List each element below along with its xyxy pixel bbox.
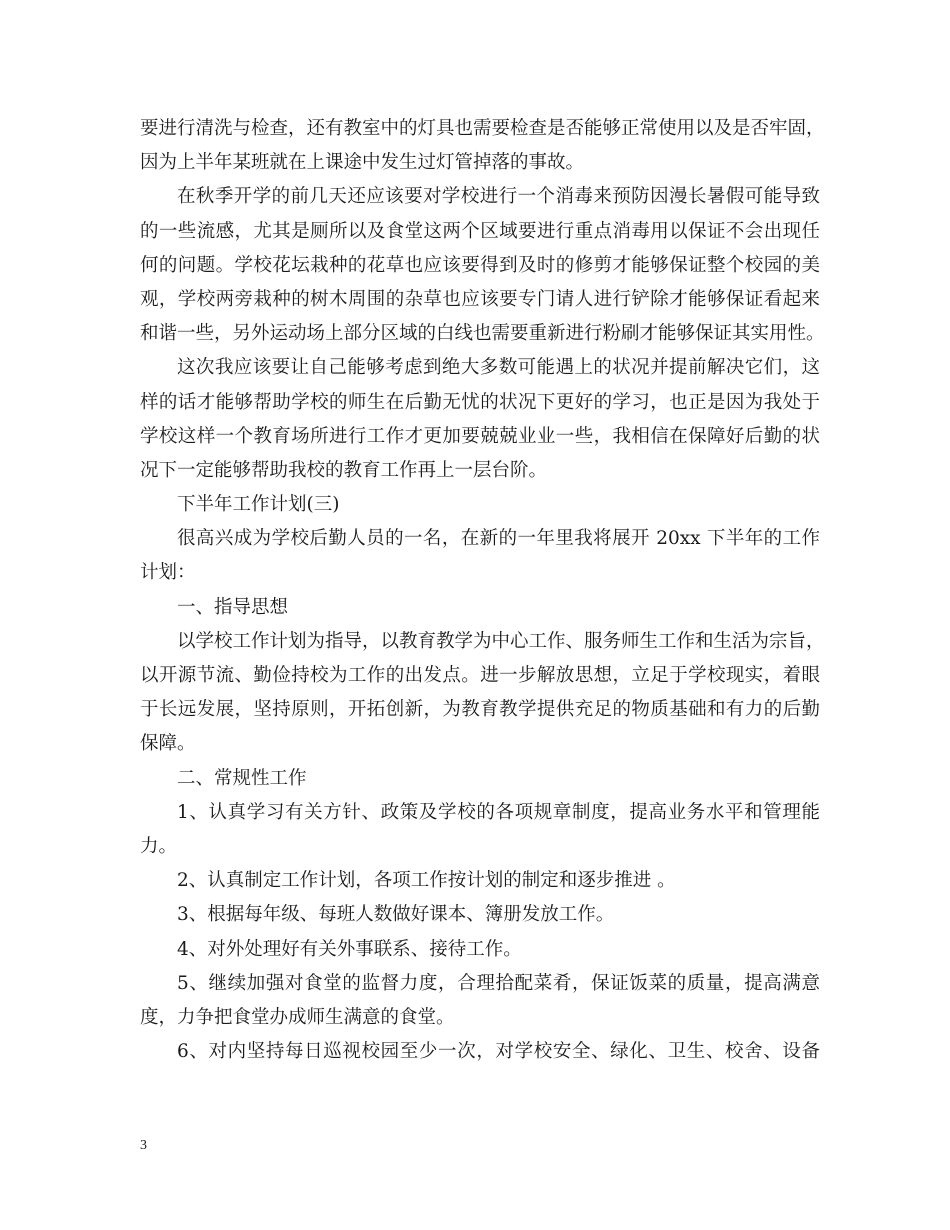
text-line: 因为上半年某班就在上课途中发生过灯管掉落的事故。 xyxy=(140,152,585,174)
list-item: 6、对内坚持每日巡视校园至少一次，对学校安全、绿化、卫生、校舍、设备 xyxy=(177,1041,820,1063)
section-heading: 一、指导思想 xyxy=(177,596,289,618)
text-line: 的一些流感，尤其是厕所以及食堂这两个区域要进行重点消毒用以保证不会出现任 xyxy=(140,220,820,242)
text-line: 况下一定能够帮助我校的教育工作再上一层台阶。 xyxy=(140,459,548,481)
list-item: 5、继续加强对食堂的监督力度，合理拾配菜肴，保证饭菜的质量，提高满意 xyxy=(177,972,820,994)
page-number: 3 xyxy=(140,1138,147,1153)
paragraph-start: 很高兴成为学校后勤人员的一名，在新的一年里我将展开 20xx 下半年的工作 xyxy=(177,528,820,550)
paragraph-start: 这次我应该要让自己能够考虑到绝大多数可能遇上的状况并提前解决它们，这 xyxy=(177,357,820,379)
text-line: 保障。 xyxy=(140,733,196,755)
list-item: 2、认真制定工作计划，各项工作按计划的制定和逐步推进 。 xyxy=(177,870,676,892)
list-item: 3、根据每年级、每班人数做好课本、簿册发放工作。 xyxy=(177,904,615,926)
text-line: 样的话才能够帮助学校的师生在后勤无忧的状况下更好的学习，也正是因为我处于 xyxy=(140,391,820,413)
text-line: 要进行清洗与检查，还有教室中的灯具也需要检查是否能够正常使用以及是否牢固， xyxy=(140,118,825,139)
text-line: 学校这样一个教育场所进行工作才更加要兢兢业业一些，我相信在保障好后勤的状 xyxy=(140,425,820,447)
text-line: 何的问题。学校花坛栽种的花草也应该要得到及时的修剪才能够保证整个校园的美 xyxy=(140,254,820,276)
text-line: 以开源节流、勤俭持校为工作的出发点。进一步解放思想，立足于学校现实，着眼 xyxy=(140,665,820,686)
text-line: 力。 xyxy=(140,835,178,857)
list-item: 1、认真学习有关方针、政策及学校的各项规章制度，提高业务水平和管理能 xyxy=(177,801,820,823)
section-heading: 下半年工作计划(三) xyxy=(177,494,340,516)
section-heading: 二、常规性工作 xyxy=(177,767,307,789)
text-line: 计划： xyxy=(140,562,196,584)
paragraph-start: 以学校工作计划为指导，以教育教学为中心工作、服务师生工作和生活为宗旨， xyxy=(177,630,825,652)
paragraph-start: 在秋季开学的前几天还应该要对学校进行一个消毒来预防因漫长暑假可能导致 xyxy=(177,186,820,208)
text-line: 观，学校两旁栽种的树木周围的杂草也应该要专门请人进行铲除才能够保证看起来 xyxy=(140,288,820,310)
text-line: 度，力争把食堂办成师生满意的食堂。 xyxy=(140,1006,455,1028)
document-body xyxy=(140,112,825,1069)
text-line: 于长远发展，坚持原则，开拓创新，为教育教学提供充足的物质基础和有力的后勤 xyxy=(140,699,820,721)
list-item: 4、对外处理好有关外事联系、接待工作。 xyxy=(177,938,522,960)
text-line: 和谐一些，另外运动场上部分区域的白线也需要重新进行粉刷才能够保证其实用性。 xyxy=(140,323,825,345)
